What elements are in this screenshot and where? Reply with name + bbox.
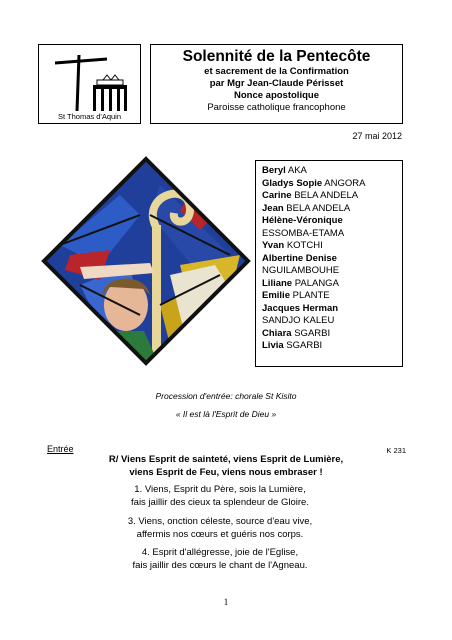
verse-line: 3. Viens, onction céleste, source d'eau vive, <box>127 516 313 527</box>
stained-glass-image <box>40 155 252 367</box>
verse-line: affermis nos cœurs et guéris nos corps. <box>136 529 304 540</box>
subtitle-celebrant: par Mgr Jean-Claude Périsset <box>209 78 344 89</box>
refrain-line-1: R/ Viens Esprit de sainteté, viens Esprit de Lumière, <box>108 454 344 465</box>
event-date: 27 mai 2012 <box>352 131 402 141</box>
list-item: Livia SGARBI <box>262 340 323 351</box>
list-item: Jacques Herman <box>262 302 339 314</box>
procession-song: « Il est là l'Esprit de Dieu » <box>175 409 277 419</box>
list-item: NGUILAMBOUHE <box>262 265 340 276</box>
list-item: Liliane PALANGA <box>262 277 339 289</box>
list-item: Beryl AKA <box>262 165 307 176</box>
entree-reference: K 231 <box>386 446 406 455</box>
list-item: Carine BELA ANDELA <box>262 190 359 201</box>
verse-line: fais jaillir des cœurs le chant de l'Agneau. <box>132 560 308 571</box>
refrain-line-2: viens Esprit de Feu, viens nous embraser ! <box>129 467 323 478</box>
list-item: ESSOMBA-ETAMA <box>262 227 345 239</box>
list-item: Gladys Sopie ANGORA <box>262 177 366 189</box>
logo-caption: St Thomas d'Aquin <box>58 112 121 121</box>
cross-gate-logo-icon <box>49 49 131 113</box>
list-item: Emilie PLANTE <box>262 290 330 301</box>
verse-line: fais jaillir des cieux ta splendeur de Gloire. <box>131 497 309 508</box>
list-item: Albertine Denise <box>262 252 337 264</box>
page-number: 1 <box>223 597 229 607</box>
list-item: Jean BELA ANDELA <box>262 202 351 214</box>
verse-line: 4. Esprit d'allégresse, joie de l'Eglise, <box>141 547 299 558</box>
list-item: Chiara SGARBI <box>262 327 331 339</box>
list-item: Yvan KOTCHI <box>262 240 323 251</box>
confirmands-list <box>255 160 403 367</box>
verse-line: 1. Viens, Esprit du Père, sois la Lumière, <box>134 484 306 495</box>
parish-logo <box>38 44 141 124</box>
subtitle-parish: Paroisse catholique francophone <box>207 102 346 113</box>
subtitle-sacrament: et sacrement de la Confirmation <box>204 66 349 77</box>
title-block <box>150 44 403 124</box>
list-item: Hélène-Véronique <box>262 215 343 226</box>
list-item: SANDJO KALEU <box>262 315 335 326</box>
page-title: Solennité de la Pentecôte <box>182 48 371 65</box>
procession-line: Procession d'entrée: chorale St Kisito <box>155 391 297 401</box>
entree-heading: Entrée <box>47 444 74 454</box>
subtitle-office: Nonce apostolique <box>234 90 319 101</box>
